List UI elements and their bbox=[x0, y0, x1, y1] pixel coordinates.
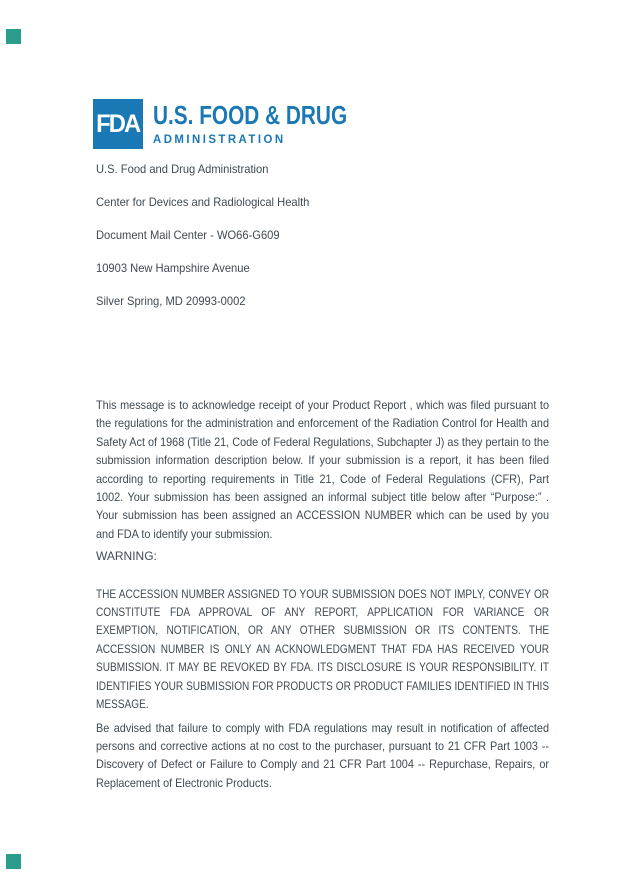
fda-logo-title: U.S. FOOD & DRUG bbox=[153, 100, 348, 130]
fda-logo-text bbox=[153, 99, 396, 149]
warning-paragraph: THE ACCESSION NUMBER ASSIGNED TO YOUR SUBMISSION DOES NOT IMPLY, CONVEY OR CONSTITUTE FDA APPROVAL OF ANY REPORT, APPLICATION FOR VARIANCE OR EXEMPTION, NOTIFICATION, OR ANY OTHER SUBMISSION OR ITS CONTENTS. THE ACCESSION NUMBER IS ONLY AN ACKNOWLEDGMENT THAT FDA HAS RECEIVED YOUR SUBMISSION. IT MAY BE REVOKED BY FDA. ITS DISCLOSURE IS YOUR RESPONSIBILITY. IT IDENTIFIES YOUR SUBMISSION FOR PRODUCTS OR PRODUCT FAMILIES IDENTIFIED IN THIS MESSAGE. bbox=[96, 586, 550, 712]
sender-address-block bbox=[96, 163, 551, 308]
fda-logo-subtitle: ADMINISTRATION bbox=[153, 132, 286, 146]
address-line-mail-center: Document Mail Center - WO66-G609 bbox=[96, 228, 280, 242]
page-corner-marker-top bbox=[6, 29, 21, 44]
acknowledgment-paragraph: This message is to acknowledge receipt of your Product Report , which was filed pursuant to the regulations for the administration and enforcement of the Radiation Control for Health and Safety Act of 1968 (Title 21, Code of Federal Regulations, Subchapter J) as they pertain to the submission information description below. If your submission is a report, it has been filed according to reporting requirements in Title 21, Code of Federal Regulations (CFR), Part 1002. Your submission has been assigned an informal subject title below after “Purpose:” . Your submission has been assigned an ACCESSION NUMBER which can be used by you and FDA to identify your submission. bbox=[96, 398, 549, 541]
address-line-agency: U.S. Food and Drug Administration bbox=[96, 162, 269, 176]
fda-acronym: FDA bbox=[96, 109, 140, 138]
letter-content bbox=[96, 99, 551, 792]
address-line-street: 10903 New Hampshire Avenue bbox=[96, 261, 250, 275]
address-line-center: Center for Devices and Radiological Health bbox=[96, 195, 310, 209]
warning-label: WARNING: bbox=[96, 549, 157, 564]
compliance-paragraph: Be advised that failure to comply with FDA regulations may result in notification of affected persons and corrective actions at no cost to the purchaser, pursuant to 21 CFR Part 1003 -- Discovery of Defect or Failure to Comply and 21 CFR Part 1004 -- Repurchase, Repairs, or Replacement of Electronic Products. bbox=[96, 720, 549, 790]
address-line-city-state-zip: Silver Spring, MD 20993-0002 bbox=[96, 294, 246, 308]
fda-logo bbox=[93, 99, 551, 149]
fda-logo-icon bbox=[93, 99, 143, 149]
page-corner-marker-bottom bbox=[6, 854, 21, 869]
